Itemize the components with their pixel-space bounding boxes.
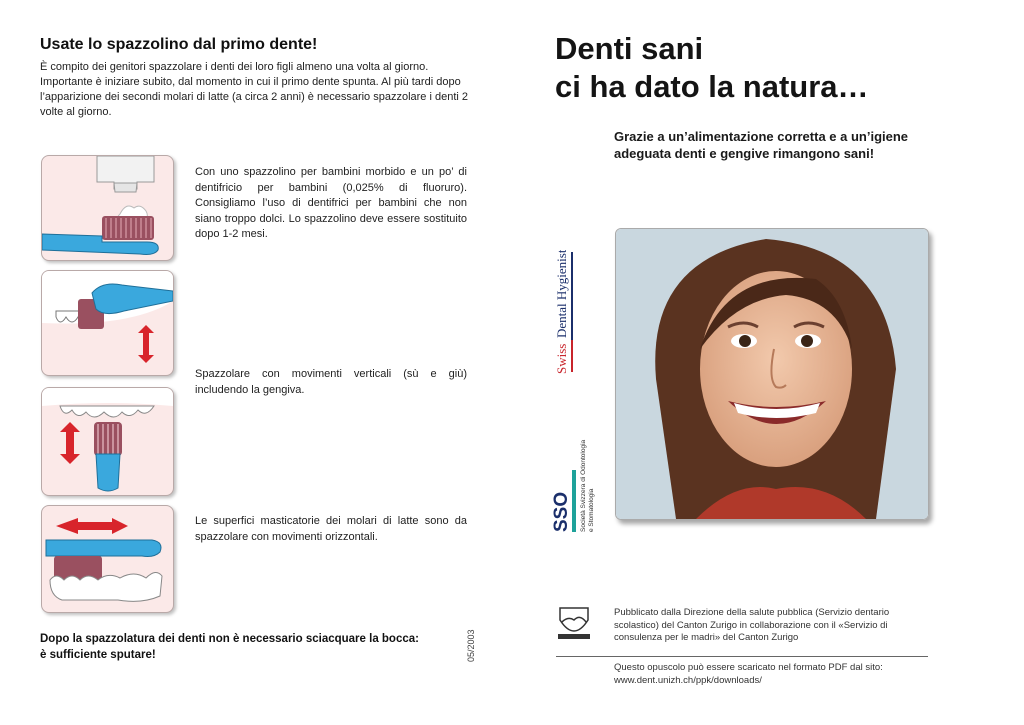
step-3-text: Le superfici masticatorie dei molari di latte sono da spazzolare con movimenti orizzontali. <box>195 515 467 543</box>
illustration-toothpaste <box>41 155 174 261</box>
sso-logo <box>548 400 598 535</box>
intro-paragraph: È compito dei genitori spazzolare i denti dei loro figli almeno una volta al giorno. Importante è iniziare subito, dal momento in cui il primo dente spunta. Al più tardi dopo l’apparizione dei secondi molari di latte (a circa 2 anni) è necessario spazzolare i denti 2 volte al giorno. <box>40 61 469 118</box>
step-2-text: Spazzolare con movimenti verticali (sù e giù) includendo la gengiva. <box>195 368 467 396</box>
bottom-note-line-2: è sufficiente sputare! <box>40 649 156 661</box>
section-title: Usate lo spazzolino dal primo dente! <box>40 36 318 53</box>
download-info <box>614 662 934 687</box>
sso-line-2: e Stomatologia <box>588 488 595 532</box>
canton-zurich-emblem-icon <box>556 606 592 642</box>
sso-mark: SSO <box>551 491 572 532</box>
publisher-info: Pubblicato dalla Direzione della salute pubblica (Servizio dentario scolastico) del Canton Zurigo in collaborazione con il «Servizio di consulenza per le madri» del Canton Zurigo <box>614 607 890 643</box>
download-url[interactable]: www.dent.unizh.ch/ppk/downloads/ <box>614 674 762 686</box>
title-line-2: ci ha dato la natura… <box>555 69 869 104</box>
illustration-vertical-brushing <box>41 270 174 376</box>
illustration-horizontal-brushing <box>41 505 174 613</box>
title-line-1: Denti sani <box>555 31 704 66</box>
bottom-note <box>40 631 460 663</box>
illustration-vertical-brushing-front <box>41 387 174 496</box>
logo-hyg-word-2: Dental Hygienists <box>554 250 569 338</box>
bottom-note-line-1: Dopo la spazzolatura dei denti non è necessario sciacquare la bocca: <box>40 633 419 645</box>
download-text: Questo opuscolo può essere scaricato nel formato PDF dal sito: <box>614 662 883 673</box>
smiling-child-photo <box>615 228 929 520</box>
sso-line-1: Società Svizzera di Odontologia <box>580 439 587 532</box>
step-1-text: Con uno spazzolino per bambini morbido e un po’ di dentifricio per bambini (0,025% di fluoruro). Consigliamo l’uso di dentifrici per bambini che non siano troppo dolci. Lo spazzolino deve essere sostituito dopo 1-2 mesi. <box>195 166 467 240</box>
logo-hyg-word-1: Swiss <box>554 343 569 374</box>
subtitle: Grazie a un’alimentazione corretta e a un’igiene adeguata denti e gengive rimangono sani! <box>614 129 909 161</box>
divider <box>556 656 928 657</box>
page-title <box>555 30 869 106</box>
swiss-dental-hygienists-logo <box>540 250 580 380</box>
date-code: 05/2003 <box>466 629 476 662</box>
